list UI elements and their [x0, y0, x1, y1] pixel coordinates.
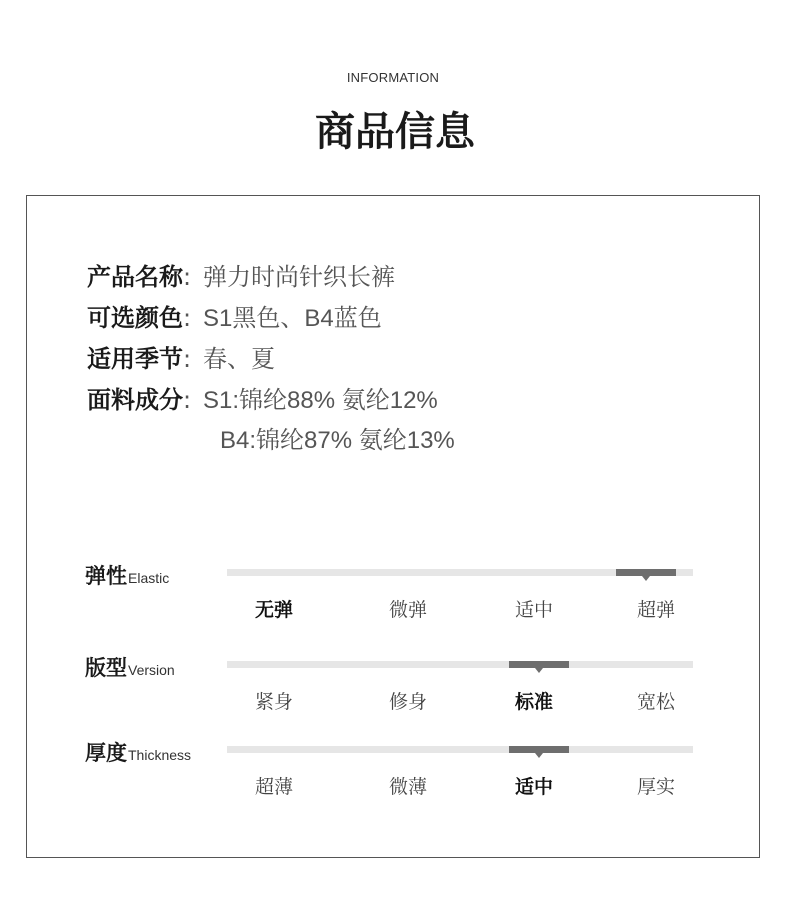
- info-colon: :: [183, 304, 192, 332]
- attr-thickness-label: [85, 737, 191, 767]
- elastic-scale-marker: [616, 569, 676, 576]
- info-label: 可选颜色: [87, 304, 183, 332]
- info-row-colors: [87, 300, 382, 336]
- info-value: S1黑色、B4蓝色: [203, 305, 382, 332]
- info-label: 适用季节: [87, 345, 183, 373]
- version-option: 紧身: [254, 691, 293, 713]
- version-option: 宽松: [636, 691, 675, 713]
- attr-version-label: [85, 652, 175, 682]
- info-colon: :: [183, 263, 192, 291]
- info-value: 弹力时尚针织长裤: [203, 264, 395, 291]
- info-value: 春、夏: [203, 346, 275, 373]
- info-row-fabric: [87, 382, 438, 418]
- elastic-scale-track: [227, 569, 693, 576]
- info-colon: :: [183, 345, 192, 373]
- version-scale-marker: [509, 661, 569, 668]
- attr-elastic-label: [85, 560, 169, 590]
- attr-name-zh: 厚度: [85, 741, 127, 765]
- attr-name-en: Thickness: [128, 747, 192, 763]
- elastic-option: 超弹: [636, 599, 675, 621]
- version-option: 标准: [514, 691, 553, 713]
- info-row-product-name: [87, 259, 395, 295]
- elastic-option: 适中: [514, 599, 553, 621]
- attr-name-en: Version: [128, 662, 175, 678]
- section-eyebrow: INFORMATION: [346, 70, 440, 85]
- info-value: S1:锦纶88% 氨纶12%: [203, 387, 438, 414]
- info-colon: :: [183, 386, 192, 414]
- page-title: 商品信息: [315, 109, 475, 155]
- attr-name-zh: 弹性: [85, 564, 127, 588]
- version-scale-track: [227, 661, 693, 668]
- thickness-option: 适中: [514, 776, 553, 798]
- thickness-option: 超薄: [254, 776, 293, 798]
- attr-name-en: Elastic: [128, 570, 170, 586]
- thickness-scale-track: [227, 746, 693, 753]
- thickness-option: 微薄: [388, 776, 427, 798]
- info-row-season: [87, 341, 275, 377]
- info-fabric-continuation: B4:锦纶87% 氨纶13%: [220, 427, 455, 454]
- info-label: 产品名称: [87, 263, 183, 291]
- thickness-scale-marker: [509, 746, 569, 753]
- info-label: 面料成分: [87, 386, 183, 414]
- attr-name-zh: 版型: [85, 656, 127, 680]
- thickness-option: 厚实: [636, 776, 675, 798]
- elastic-option: 微弹: [388, 599, 427, 621]
- elastic-option: 无弹: [254, 599, 293, 621]
- version-option: 修身: [388, 691, 427, 713]
